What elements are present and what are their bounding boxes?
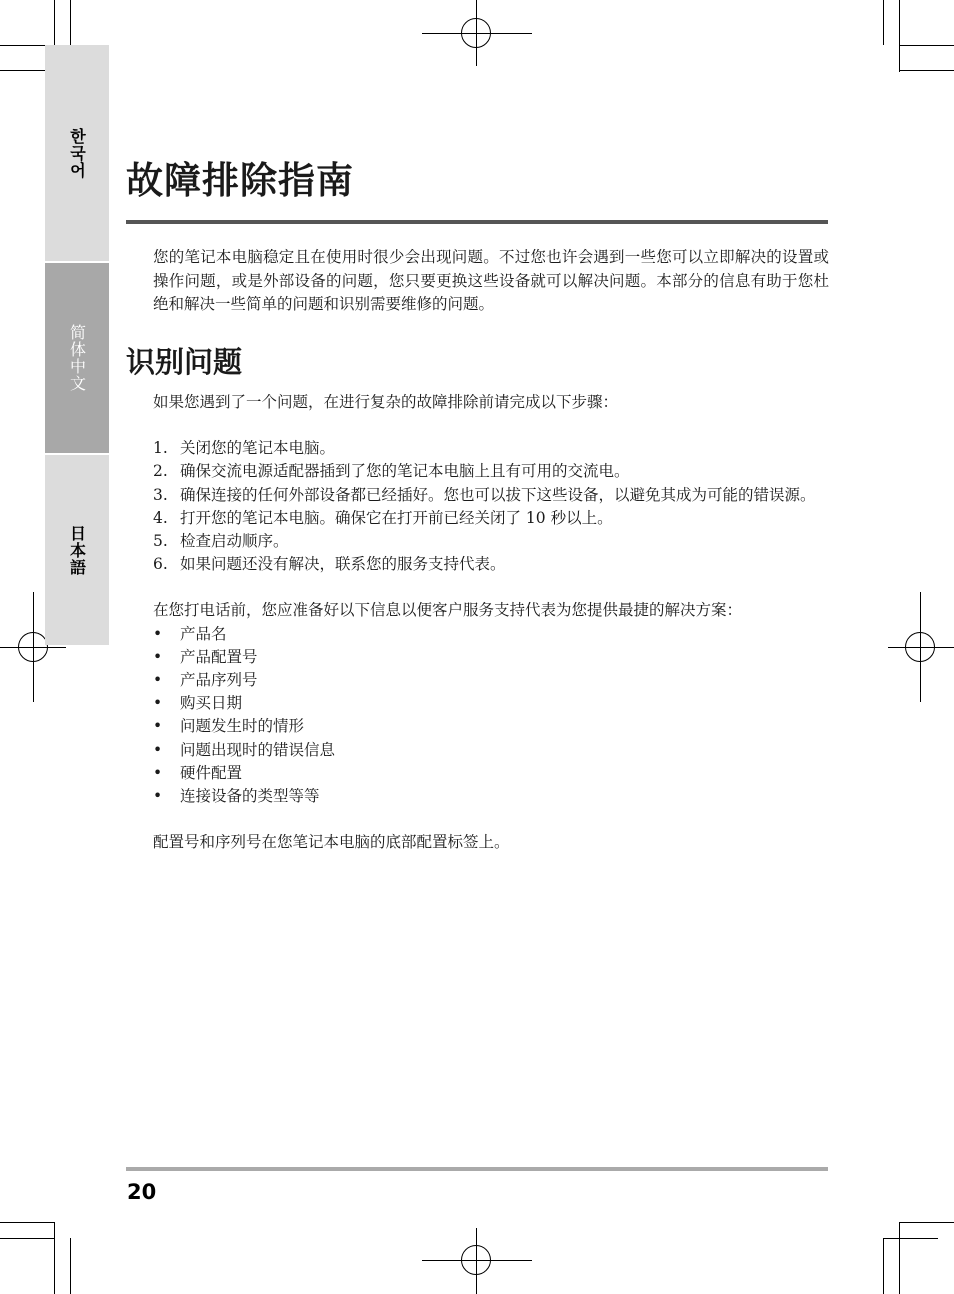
info-item-text: 产品配置号 xyxy=(180,647,258,666)
step-number: 5. xyxy=(153,532,168,551)
page-number: 20 xyxy=(127,1180,157,1204)
info-item xyxy=(153,692,829,715)
step-number: 2. xyxy=(153,462,168,481)
info-item-text: 连接设备的类型等等 xyxy=(180,787,320,806)
info-item-text: 购买日期 xyxy=(180,694,243,713)
page-title: 故障排除指南 xyxy=(126,159,354,202)
info-item xyxy=(153,715,829,738)
info-item xyxy=(153,646,829,669)
info-item-text: 产品序列号 xyxy=(180,671,258,690)
info-item-text: 产品名 xyxy=(180,624,227,643)
info-item xyxy=(153,785,829,808)
step-text: 如果问题还没有解决，联系您的服务支持代表。 xyxy=(180,555,506,574)
steps-lead: 如果您遇到了一个问题，在进行复杂的故障排除前请完成以下步骤： xyxy=(153,393,619,411)
bullet-icon: • xyxy=(153,671,163,690)
bullet-icon: • xyxy=(153,763,163,782)
info-item-text: 硬件配置 xyxy=(180,763,243,782)
info-item xyxy=(153,623,829,646)
bullet-icon: • xyxy=(153,740,163,759)
closing-note: 配置号和序列号在您笔记本电脑的底部配置标签上。 xyxy=(153,833,510,852)
language-tab-label: 日本語 xyxy=(67,524,87,576)
step-text: 关闭您的笔记本电脑。 xyxy=(180,439,336,458)
intro-paragraph: 您的笔记本电脑稳定且在使用时很少会出现问题。不过您也许会遇到一些您可以立即解决的设置或操作问题，或是外部设备的问题，您只要更换这些设备就可以解决问题。本部分的信息有助于您杜绝和解决一些简单的问题和识别需要维修的问题。 xyxy=(153,248,829,313)
info-item xyxy=(153,739,829,762)
step-number: 4. xyxy=(153,508,168,527)
info-item-text: 问题发生时的情形 xyxy=(180,717,305,736)
step-item xyxy=(153,437,829,460)
language-tab-japanese[interactable] xyxy=(45,455,109,645)
section-body xyxy=(153,391,829,854)
step-number: 3. xyxy=(153,485,168,504)
step-item xyxy=(153,530,829,553)
step-text: 确保连接的任何外部设备都已经插好。您也可以拔下这些设备，以避免其成为可能的错误源。 xyxy=(180,485,816,504)
step-item xyxy=(153,460,829,483)
section-heading: 识别问题 xyxy=(126,345,243,379)
title-divider xyxy=(126,220,828,224)
step-text: 打开您的笔记本电脑。确保它在打开前已经关闭了 10 秒以上。 xyxy=(180,508,613,527)
bullet-icon: • xyxy=(153,647,163,666)
info-list xyxy=(153,623,829,809)
bullet-icon: • xyxy=(153,624,163,643)
info-item-text: 问题出现时的错误信息 xyxy=(180,740,336,759)
step-text: 确保交流电源适配器插到了您的笔记本电脑上且有可用的交流电。 xyxy=(180,462,630,481)
language-tab-chinese[interactable] xyxy=(45,263,109,453)
step-item xyxy=(153,507,829,530)
step-number: 1. xyxy=(153,439,168,458)
step-item xyxy=(153,553,829,576)
language-tab-label: 简体中文 xyxy=(67,324,87,392)
step-number: 6. xyxy=(153,555,168,574)
info-item xyxy=(153,762,829,785)
bullet-icon: • xyxy=(153,787,163,806)
step-text: 检查启动顺序。 xyxy=(180,532,289,551)
bullet-icon: • xyxy=(153,717,163,736)
step-item xyxy=(153,484,829,507)
info-item xyxy=(153,669,829,692)
footer-divider xyxy=(126,1167,828,1171)
bullet-icon: • xyxy=(153,694,163,713)
steps-list xyxy=(153,437,829,576)
language-tab-label: 한국어 xyxy=(67,127,87,179)
language-tab-korean[interactable] xyxy=(45,45,109,261)
info-lead: 在您打电话前，您应准备好以下信息以便客户服务支持代表为您提供最捷的解决方案： xyxy=(153,601,743,620)
